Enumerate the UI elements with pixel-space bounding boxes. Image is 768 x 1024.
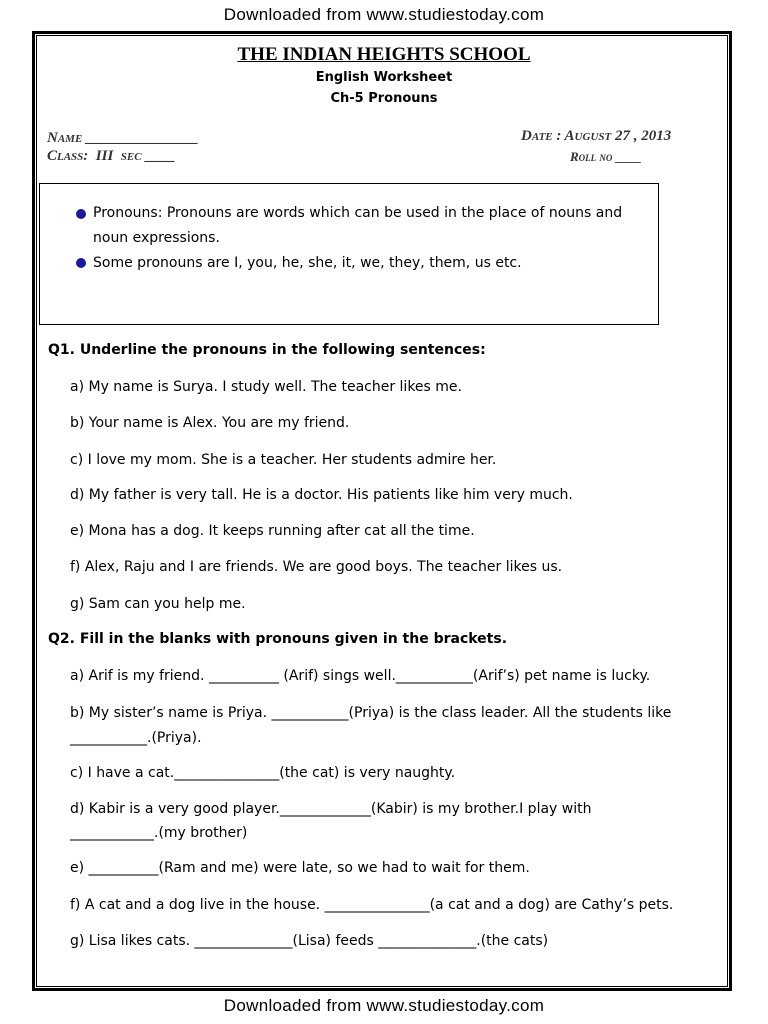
q2-item: f) A cat and a dog live in the house. _______________(a cat and a dog) are Cathy’s pets. bbox=[70, 897, 674, 913]
worksheet-subject: English Worksheet bbox=[315, 70, 453, 85]
q2-title: Q2. Fill in the blanks with pronouns given in the brackets. bbox=[48, 631, 508, 647]
examples-line: Some pronouns are I, you, he, she, it, we, they, them, us etc. bbox=[93, 255, 522, 271]
q1-item: g) Sam can you help me. bbox=[70, 596, 246, 612]
q2-item: a) Arif is my friend. __________ (Arif) sings well.___________(Arif’s) pet name is lucky. bbox=[70, 668, 651, 684]
definition-line-1: Pronouns: Pronouns are words which can be used in the place of nouns and bbox=[93, 205, 623, 221]
definition-line-2: noun expressions. bbox=[93, 230, 220, 246]
q2-item: d) Kabir is a very good player._____________(Kabir) is my brother.I play with bbox=[70, 801, 592, 817]
q1-item: b) Your name is Alex. You are my friend. bbox=[70, 415, 350, 431]
bullet-icon bbox=[76, 258, 86, 268]
page-border-inner bbox=[36, 35, 728, 987]
q1-title: Q1. Underline the pronouns in the following sentences: bbox=[48, 342, 486, 358]
q1-item: d) My father is very tall. He is a doctor. His patients like him very much. bbox=[70, 487, 573, 503]
date-field: Date : August 27 , 2013 bbox=[521, 128, 672, 144]
q1-item: a) My name is Surya. I study well. The teacher likes me. bbox=[70, 379, 462, 395]
q2-item-continuation: ____________.(my brother) bbox=[70, 825, 248, 841]
q2-item: g) Lisa likes cats. ______________(Lisa) feeds ______________.(the cats) bbox=[70, 933, 549, 949]
q2-item: b) My sister’s name is Priya. ___________(Priya) is the class leader. All the students like bbox=[70, 705, 672, 721]
class-field: Class: III sec ____ bbox=[47, 148, 176, 164]
q2-item-continuation: ___________.(Priya). bbox=[70, 730, 202, 746]
name-field: Name _______________ bbox=[47, 130, 199, 146]
q1-item: c) I love my mom. She is a teacher. Her students admire her. bbox=[70, 452, 497, 468]
bullet-icon bbox=[76, 209, 86, 219]
q2-item: e) __________(Ram and me) were late, so we had to wait for them. bbox=[70, 860, 530, 876]
school-title: THE INDIAN HEIGHTS SCHOOL bbox=[237, 44, 531, 65]
q1-item: f) Alex, Raju and I are friends. We are good boys. The teacher likes us. bbox=[70, 559, 563, 575]
worksheet-chapter: Ch-5 Pronouns bbox=[330, 91, 438, 106]
q1-item: e) Mona has a dog. It keeps running after cat all the time. bbox=[70, 523, 475, 539]
watermark-bottom: Downloaded from www.studiestoday.com bbox=[223, 996, 545, 1015]
watermark-top: Downloaded from www.studiestoday.com bbox=[223, 5, 545, 24]
q2-item: c) I have a cat._______________(the cat) is very naughty. bbox=[70, 765, 456, 781]
roll-no-field: Roll no ____ bbox=[570, 149, 642, 164]
